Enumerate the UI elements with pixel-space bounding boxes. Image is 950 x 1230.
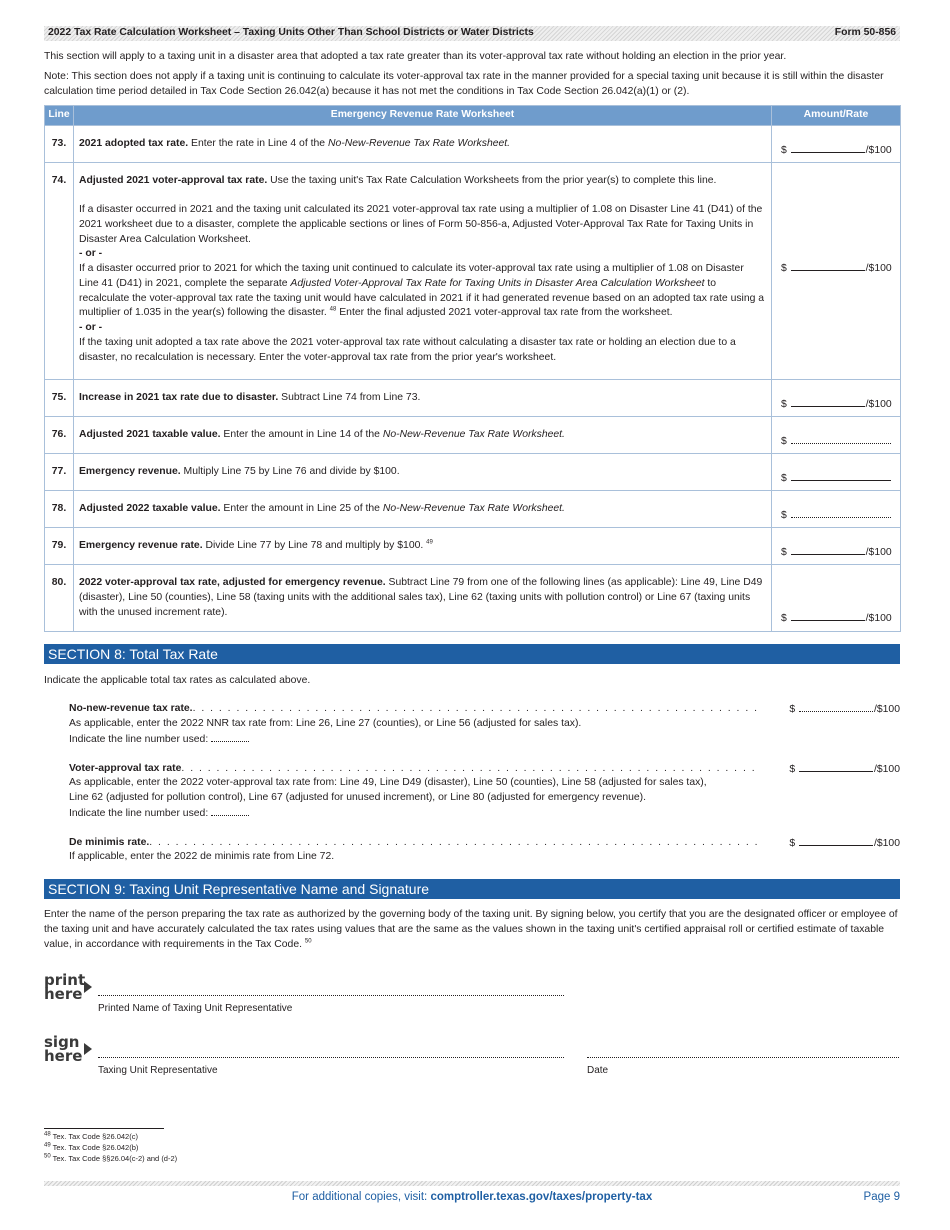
footnote: $^{49}$ Tex. Tax Code §26.042(b) (44, 1142, 139, 1152)
line-description: Adjusted 2022 taxable value. Enter the amount in Line 25 of the No-New-Revenue Tax Rate Worksheet. (74, 491, 772, 528)
line-number: 73. (45, 126, 74, 163)
intro-paragraph: This section will apply to a taxing unit in a disaster area that adopted a tax rate greater than its voter-approval tax rate without holding an election in the prior year. (44, 51, 787, 62)
var-title: Voter-approval tax rate (69, 762, 182, 774)
line-description: 2021 adopted tax rate. Enter the rate in Line 4 of the No-New-Revenue Tax Rate Worksheet. (74, 126, 772, 163)
date-field[interactable] (587, 1057, 899, 1058)
line-number: 76. (45, 417, 74, 454)
intro (44, 50, 900, 99)
var-amount[interactable]: $ /$100 (789, 763, 900, 775)
form-header-bar (44, 26, 900, 41)
line-78-row (45, 491, 901, 528)
worksheet-header-row (45, 106, 901, 126)
footnotes (44, 1128, 177, 1164)
section-9-title: SECTION 9: Taxing Unit Representative Name and Signature (44, 879, 900, 899)
line-75-row (45, 380, 901, 417)
line-description: 2022 voter-approval tax rate, adjusted for emergency revenue. Subtract Line 79 from one of the following lines (as applicable): Line 49, Line D49 (disaster), Line 50 (counties), Line 58 (taxing units with the additional sales tax), Line 62 (taxing units with pollution control) or Line 67 (taxing units with the unused increment rate). (74, 565, 772, 631)
footer-text: For additional copies, visit: (291, 1191, 431, 1203)
line-76-row (45, 417, 901, 454)
footer-bar (44, 1181, 900, 1186)
line-number: 78. (45, 491, 74, 528)
footnote: $^{48}$ Tex. Tax Code §26.042(c) (44, 1131, 138, 1141)
line-description: Emergency revenue rate. Divide Line 77 by Line 78 and multiply by $100. $^{49}$ (74, 528, 772, 565)
page (44, 26, 900, 1097)
page-footer (44, 1189, 900, 1203)
signature-label: Taxing Unit Representative (98, 1064, 218, 1076)
dem-amount[interactable]: $ /$100 (789, 837, 900, 849)
dem-title: De minimis rate. (69, 836, 150, 848)
line-number: 80. (45, 565, 74, 631)
footer-link[interactable]: comptroller.texas.gov/taxes/property-tax (430, 1191, 653, 1203)
var-line-input[interactable] (211, 806, 249, 816)
line-79-row (45, 528, 901, 565)
dem-instructions: If applicable, enter the 2022 de minimis rate from Line 72. (69, 851, 335, 863)
line-77-row (45, 454, 901, 491)
line-description: Adjusted 2021 taxable value. Enter the amount in Line 14 of the No-New-Revenue Tax Rate Worksheet. (74, 417, 772, 454)
intro-note: Note: This section does not apply if a taxing unit is continuing to calculate its voter-approval tax rate in the manner provided for a special taxing unit because it is still within the disaster calculation time period detailed in Tax Code Section 26.042(a) because it has not met the conditions in Tax Code Section 26.042(a)(1) or (2). (44, 70, 884, 97)
var-line-used: Indicate the line number used: (69, 806, 900, 822)
line-73-amount[interactable]: $ /$100 (772, 126, 901, 163)
col-amount: Amount/Rate (772, 106, 901, 126)
section-8-lead: Indicate the applicable total tax rates as calculated above. (44, 674, 311, 686)
col-title: Emergency Revenue Rate Worksheet (74, 106, 772, 126)
var-instructions: As applicable, enter the 2022 voter-approval tax rate from: Line 49, Line D49 (disaster), Line 50 (counties), Line 58 (adjusted for sales tax), (69, 777, 707, 789)
line-description: Emergency revenue. Multiply Line 75 by Line 76 and divide by $100. (74, 454, 772, 491)
line-74-row (45, 163, 901, 380)
line-73-row (45, 126, 901, 163)
section-8 (44, 644, 900, 866)
line-number: 75. (45, 380, 74, 417)
voter-approval-rate-row (69, 762, 900, 822)
line-number: 79. (45, 528, 74, 565)
nnr-line-used: Indicate the line number used: (69, 732, 900, 748)
line-77-amount[interactable]: $ (772, 454, 901, 491)
nnr-amount[interactable]: $ /$100 (789, 704, 900, 716)
signature-row (44, 1032, 900, 1097)
line-80-row (45, 565, 901, 631)
signature-field[interactable] (98, 1057, 564, 1058)
print-name-row (44, 970, 900, 1035)
page-number: Page 9 (863, 1191, 900, 1203)
line-description: Adjusted 2021 voter-approval tax rate. Use the taxing unit's Tax Rate Calculation Worksheets from the prior year(s) to complete this line. If a disaster occurred in 2021 and the taxing unit calculated its 2021 voter-approval tax rate using a multiplier of 1.08 on Disaster Line 41 (D41) of the 2021 worksheet due to a disaster, complete the applicable sections or lines of Form 50-856-a, Adjusted Voter-Approval Tax Rate for Taxing Units in Disaster Area Calculation Worksheet. - or - If a disaster occurred prior to 2021 for which the taxing unit continued to calculate its voter-approval tax rate using a multiplier of 1.08 on Disaster Line 41 (D41) in 2021, complete the separate Adjusted Voter-Approval Tax Rate for Taxing Units in Disaster Area Calculation Worksheet to recalculate the voter-approval tax rate the taxing unit would have calculated in 2021 if it had generated revenue based on an adopted tax rate using a multiplier of 1.035 in the year(s) following the disaster. $^{48}$ Enter the final adjusted 2021 voter-approval tax rate from the worksheet. - or - If the taxing unit adopted a tax rate above the 2021 voter-approval tax rate without calculating a disaster tax rate or holding an election due to a disaster, no recalculation is necessary. Enter the voter-approval tax rate from the prior year's worksheet. (74, 163, 772, 380)
form-title: 2022 Tax Rate Calculation Worksheet – Taxing Units Other Than School Districts or Water Districts (48, 27, 534, 39)
col-line: Line (45, 106, 74, 126)
var-instructions-2: Line 62 (adjusted for pollution control), Line 67 (adjusted for unused increment), or Line 80 (adjusted for emergency revenue). (69, 792, 647, 804)
section-9-lead: Enter the name of the person preparing the tax rate as authorized by the governing body of the taxing unit. By signing below, you certify that you are the designated officer or employee of the taxing unit and have accurately calculated the tax rates using values that are the same as the values shown in the taxing unit's certified appraisal roll or certified estimate of taxable value, in accordance with requirements in the Tax Code. $^{50}$ (44, 909, 898, 950)
line-74-amount[interactable]: $ /$100 (772, 163, 901, 380)
nnr-title: No-new-revenue tax rate. (69, 703, 193, 715)
line-76-amount[interactable]: $ (772, 417, 901, 454)
section-8-title: SECTION 8: Total Tax Rate (44, 644, 900, 664)
nnr-instructions: As applicable, enter the 2022 NNR tax rate from: Line 26, Line 27 (counties), or Line 56 (adjusted for sales tax). (69, 718, 582, 730)
date-label: Date (587, 1064, 609, 1076)
printed-name-field[interactable] (98, 995, 564, 996)
printed-name-label: Printed Name of Taxing Unit Representative (98, 1002, 293, 1014)
section-9 (44, 879, 900, 1096)
line-79-amount[interactable]: $ /$100 (772, 528, 901, 565)
nnr-line-input[interactable] (211, 732, 249, 742)
sign-here-icon: sign here (44, 1035, 82, 1063)
line-number: 74. (45, 163, 74, 380)
footnote: $^{50}$ Tex. Tax Code §§26.04(c-2) and (d-2) (44, 1153, 178, 1163)
print-here-icon: print here (44, 973, 85, 1001)
line-number: 77. (45, 454, 74, 491)
line-75-amount[interactable]: $ /$100 (772, 380, 901, 417)
line-80-amount[interactable]: $ /$100 (772, 565, 901, 631)
line-description: Increase in 2021 tax rate due to disaster. Subtract Line 74 from Line 73. (74, 380, 772, 417)
de-minimis-rate-row (69, 836, 900, 866)
nnr-tax-rate-row (69, 702, 900, 747)
line-78-amount[interactable]: $ (772, 491, 901, 528)
emergency-revenue-worksheet (44, 105, 901, 631)
form-number: Form 50-856 (834, 27, 896, 39)
